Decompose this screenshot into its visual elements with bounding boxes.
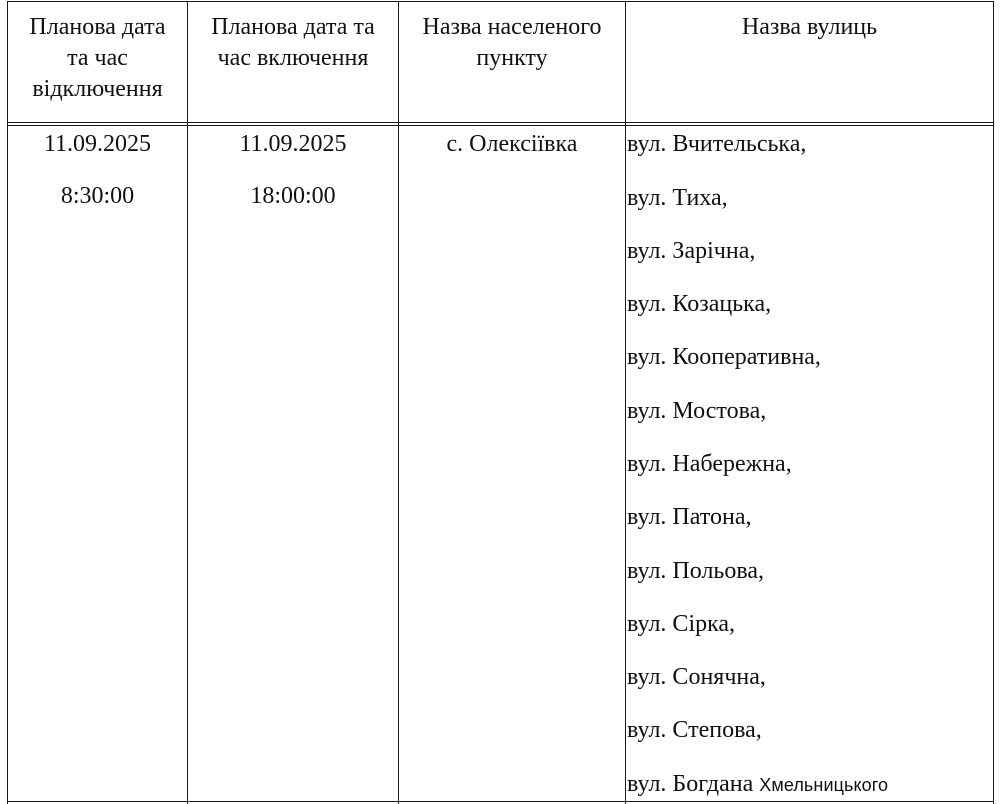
on-time: 18:00:00 — [250, 183, 336, 209]
street-item: вул. Сонячна, — [627, 664, 766, 690]
off-date: 11.09.2025 — [43, 131, 152, 157]
street-item: вул. Мостова, — [627, 398, 767, 424]
header-settlement — [399, 12, 625, 74]
header-on-line-2: час включення — [217, 45, 369, 71]
last-street-suffix: Хмельницького — [759, 775, 889, 795]
header-streets — [626, 12, 993, 43]
header-divider-double — [7, 125, 994, 126]
header-settlement-line-1: Назва населеного — [422, 14, 602, 40]
table-border-bottom — [7, 801, 994, 802]
off-time: 8:30:00 — [60, 183, 135, 209]
street-item-last — [627, 771, 888, 798]
header-streets-line-1: Назва вулиць — [741, 14, 878, 40]
header-on-datetime — [188, 12, 398, 74]
street-item: вул. Тиха, — [627, 185, 728, 211]
header-settlement-line-2: пункту — [476, 45, 548, 71]
header-divider — [7, 122, 994, 123]
street-item: вул. Вчительська, — [627, 131, 807, 157]
on-date: 11.09.2025 — [239, 131, 347, 157]
header-on-line-1: Планова дата та — [211, 14, 375, 40]
header-off-line-2: та час — [67, 45, 128, 71]
street-item: вул. Набережна, — [627, 451, 792, 477]
street-item: вул. Кооперативна, — [627, 344, 821, 370]
street-item: вул. Степова, — [627, 717, 762, 743]
street-item: вул. Польова, — [627, 558, 765, 584]
settlement-name: с. Олексіївка — [446, 131, 578, 157]
table-border-top — [7, 1, 994, 2]
header-off-line-3: відключення — [32, 76, 163, 102]
street-item: вул. Патона, — [627, 504, 752, 530]
street-item: вул. Сірка, — [627, 611, 736, 637]
header-off-datetime — [8, 12, 187, 105]
last-street-prefix: вул. Богдана — [627, 771, 754, 797]
header-off-line-1: Планова дата — [29, 14, 166, 40]
street-item: вул. Зарічна, — [627, 238, 756, 264]
street-item: вул. Козацька, — [627, 291, 772, 317]
